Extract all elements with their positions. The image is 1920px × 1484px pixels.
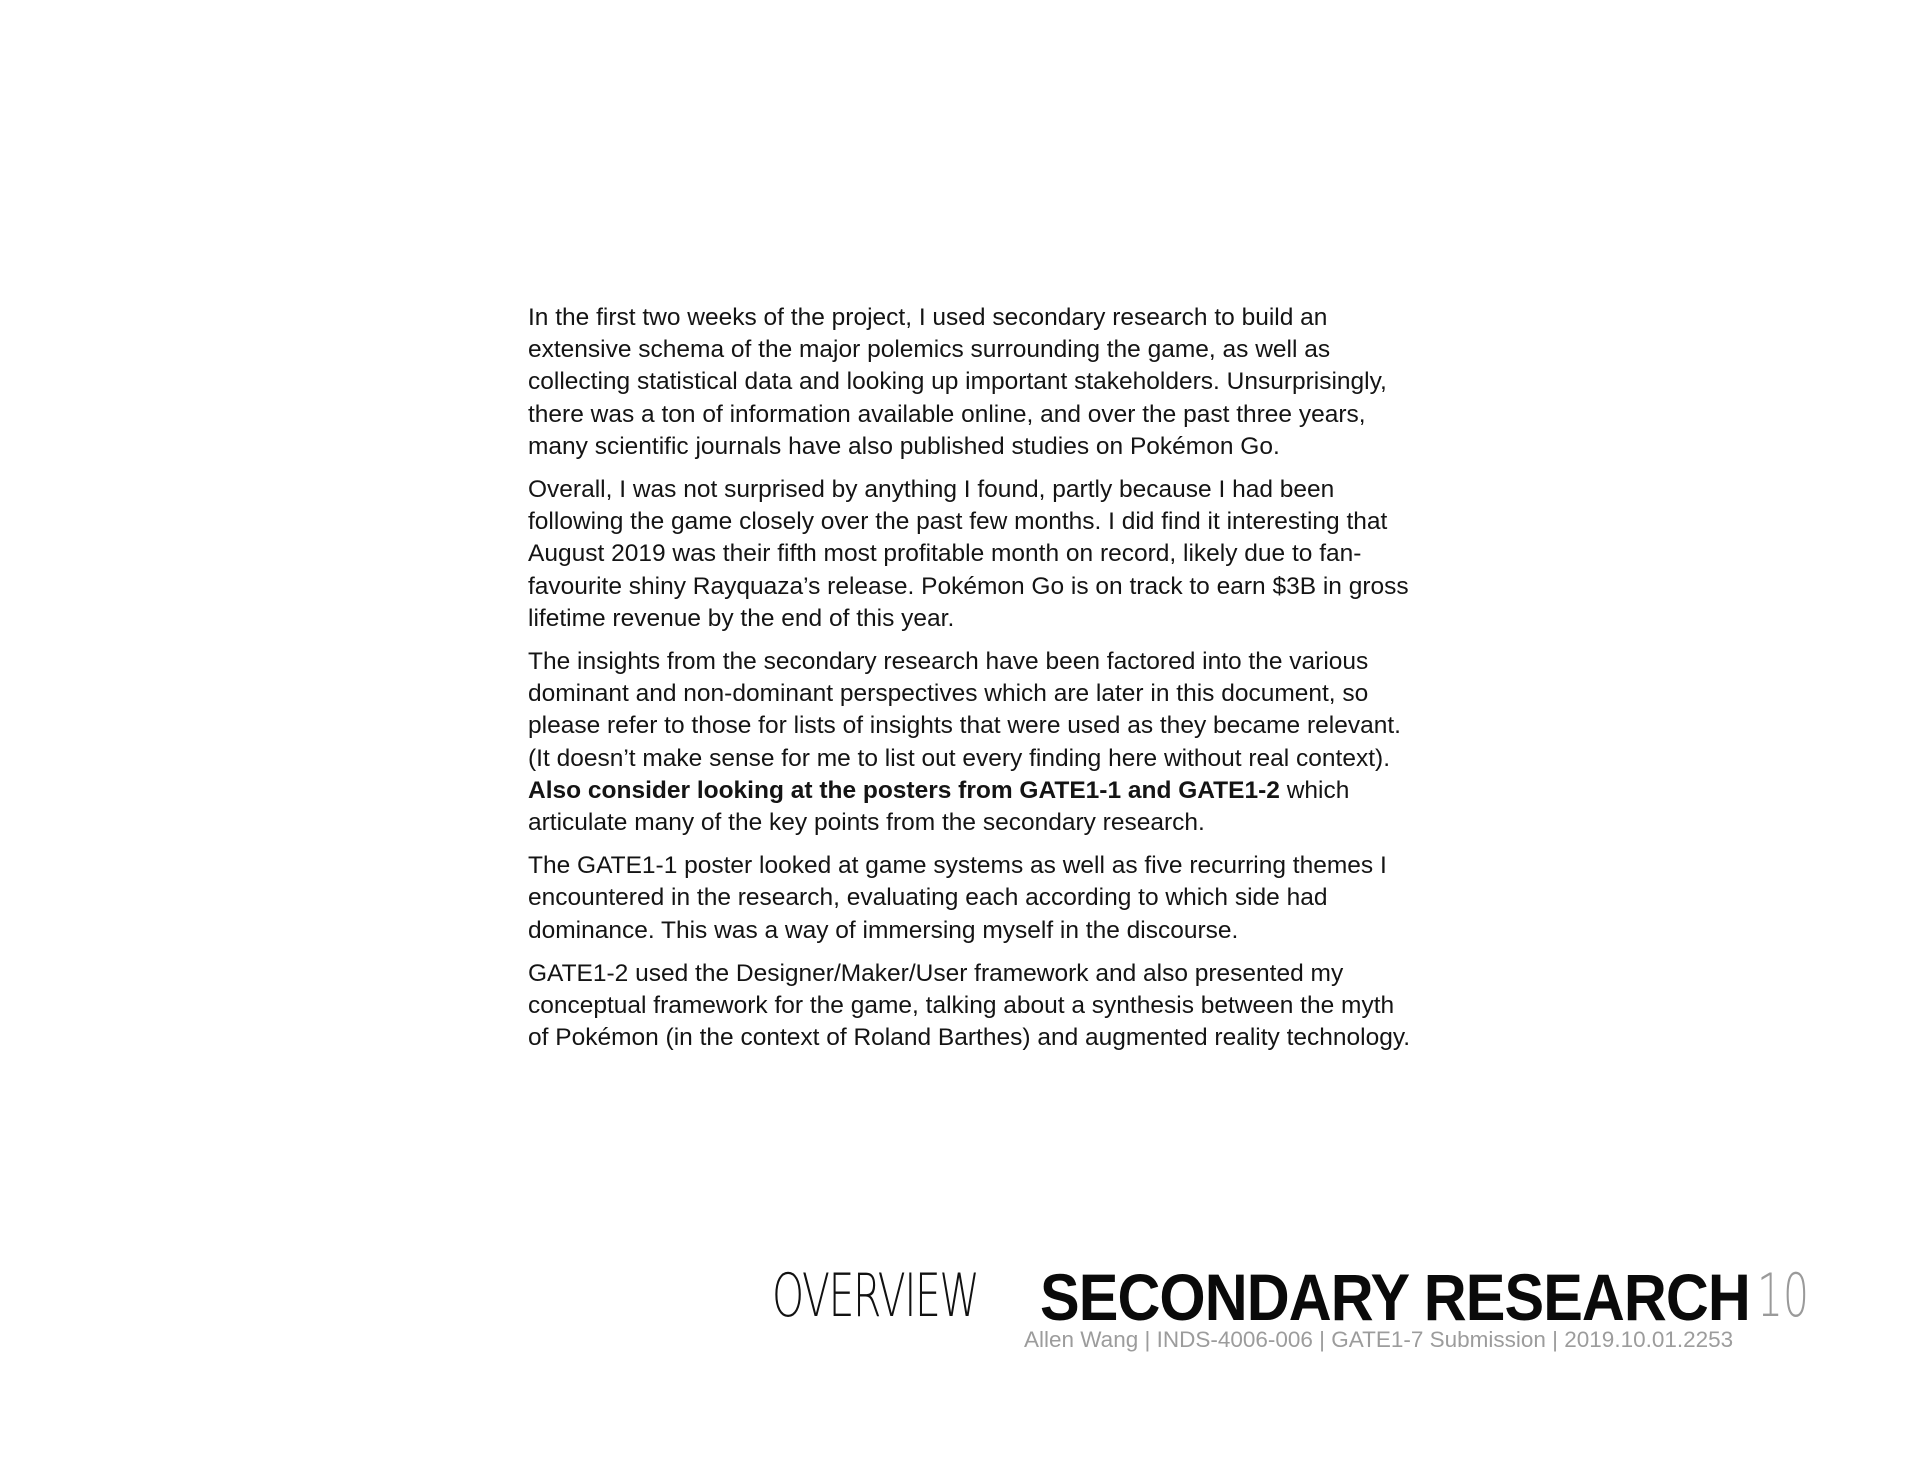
paragraph-3 (528, 646, 1418, 839)
body-text (528, 302, 1418, 1065)
section-heading (772, 1262, 1822, 1332)
heading-overview: OVERVIEW (772, 1261, 979, 1331)
paragraph-4: The GATE1-1 poster looked at game systems as well as five recurring themes I encountered in the research, evaluating each according to which side had dominance. This was a way of immersing myself in the discourse. (528, 852, 1387, 944)
paragraph-1: In the first two weeks of the project, I used secondary research to build an extensive schema of the major polemics surrounding the game, as well as collecting statistical data and looking up important stakeholders. Unsurprisingly, there was a ton of information available online, and over the past three years, many scientific journals have also published studies on Pokémon Go. (528, 304, 1387, 460)
heading-secondary-research: SECONDARY RESEARCH (1040, 1260, 1750, 1334)
page-number: 10 (1757, 1261, 1809, 1331)
paragraph-3-end: which articulate many of the key points from the secondary research. (528, 776, 1350, 837)
footer-meta: Allen Wang | INDS-4006-006 | GATE1-7 Submission | 2019.10.01.2253 (1024, 1327, 1734, 1352)
paragraph-2: Overall, I was not surprised by anything I found, partly because I had been following the game closely over the past few months. I did find it interesting that August 2019 was their fifth most profitable month on record, likely due to fan-favourite shiny Rayquaza’s release. Pokémon Go is on track to earn $3B in gross lifetime revenue by the end of this year. (528, 476, 1409, 632)
paragraph-3-start: The insights from the secondary research have been factored into the various dominant and non-dominant perspectives which are later in this document, so please refer to those for lists of insights that were used as they became relevant. (It doesn’t make sense for me to list out every finding here without real context). (528, 648, 1401, 772)
paragraph-3-bold-callout: Also consider looking at the posters from GATE1-1 and GATE1-2 (528, 776, 1280, 804)
paragraph-5: GATE1-2 used the Designer/Maker/User framework and also presented my conceptual framework for the game, talking about a synthesis between the myth of Pokémon (in the context of Roland Barthes) and augmented reality technology. (528, 959, 1411, 1052)
